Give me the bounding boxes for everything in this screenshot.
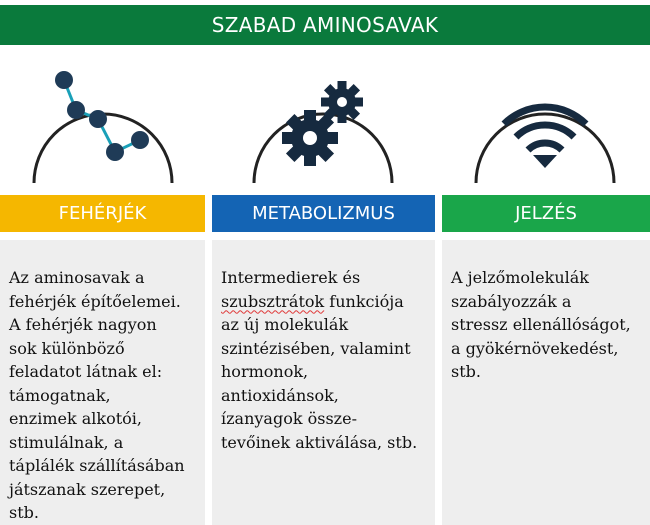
proteins-description: Az aminosavak a fehérjék építőelemei. A fehérjék nagyon sok különböző feladatot látnak el: támogatnak, enzimek alkotói, stimulálnak, a táplálék szállításában játszanak szerepet, stb.: [9, 268, 185, 522]
header-proteins: [0, 195, 205, 232]
main-title: SZABAD AMINOSAVAK: [211, 13, 439, 37]
spellcheck-flagged-word: szubsztrátok: [221, 291, 325, 311]
signal-waves-icon: [470, 58, 620, 193]
small-gear: [321, 81, 363, 123]
proteins-icon-circle: [28, 58, 178, 193]
molecule-chain-icon: [28, 58, 178, 193]
main-title-banner: [0, 5, 650, 45]
metabolism-description: [221, 266, 429, 454]
header-metabolism-label: METABOLIZMUS: [252, 203, 395, 224]
signal-point: [533, 155, 557, 168]
body-metabolism: [212, 240, 435, 525]
header-proteins-label: FEHÉRJÉK: [58, 203, 147, 224]
body-proteins: [0, 240, 205, 525]
header-metabolism: [212, 195, 435, 232]
metabolism-text-rest: funkciója az új molekulák szintézisében, valamint hormonok, antioxidánsok, ízanyagok össze- tevőinek aktiválása, stb.: [221, 291, 418, 452]
body-signaling: [442, 240, 650, 525]
metabolism-icon-circle: [248, 58, 398, 193]
header-signaling-label: JELZÉS: [515, 203, 577, 224]
signaling-description: A jelzőmolekulák szabályozzák a stressz ellenállóságot, a gyökérnövekedést, stb.: [451, 268, 631, 381]
metabolism-text-line1: Intermedierek és: [221, 268, 361, 287]
gears-icon: [248, 58, 398, 193]
header-signaling: [442, 195, 650, 232]
signaling-icon-circle: [470, 58, 620, 193]
molecule-nodes: [55, 71, 149, 161]
